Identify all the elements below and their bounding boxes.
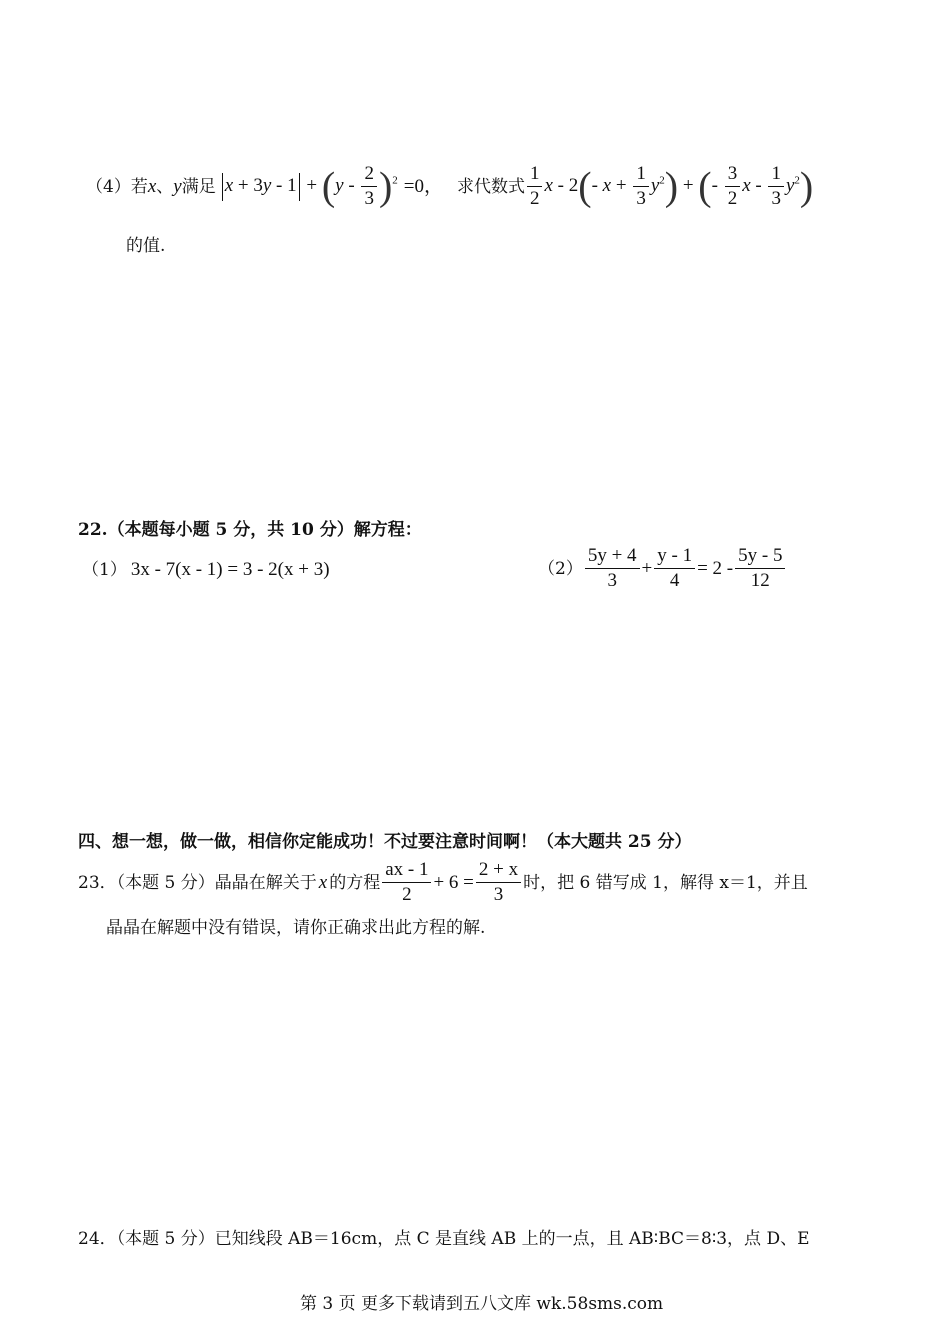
q23-line1 <box>78 858 808 907</box>
q22-part1-equation: 3x - 7(x - 1) = 3 - 2(x + 3) <box>130 559 330 580</box>
condition-expression: x + 3y - 1 + (y - $\frac{2}{3}$ )$^2$ <box>220 162 398 211</box>
q22-part2-label: （2） <box>538 558 583 579</box>
algebraic-expression: $\frac{1}{2}$ x - 2(- x + $\frac{1}{3}$ $y^2$) + (- $\frac{3}{2}$ x - $\frac{1}{3}$ $y^2$) <box>525 162 813 211</box>
satisfy-text: 满足 <box>181 176 216 197</box>
q23-line2: 晶晶在解题中没有错误，请你正确求出此方程的解. <box>106 918 486 938</box>
q23-lead2: 的方程 <box>329 872 381 893</box>
q24-text: 24．（本题 5 分）已知线段 AB＝16cm，点 C 是直线 AB 上的一点，且 AB∶BC＝8∶3，点 D、E <box>78 1229 810 1249</box>
q23-lead: 23．（本题 5 分）晶晶在解关于 <box>78 872 317 893</box>
var-x: x <box>147 175 157 197</box>
page-footer: 第 3 页 更多下载请到五八文库 wk.58sms.com <box>300 1294 664 1314</box>
condition-equals: =0， <box>403 175 443 197</box>
q23-var: x <box>318 871 328 893</box>
q21-part4-line1 <box>86 162 813 211</box>
q21-label: （4）若 <box>86 176 148 197</box>
separator: 、 <box>156 176 174 197</box>
q22-heading: 22.（本题每小题 5 分，共 10 分）解方程： <box>78 520 422 540</box>
ask-text: 求代数式 <box>456 176 525 197</box>
q22-part1-label: （1） <box>82 560 127 580</box>
q22-part2 <box>538 544 787 593</box>
q23-equation: $\frac{ax - 1}{2}$ + 6 = $\frac{2 + x}{3}$ <box>380 858 523 907</box>
q22-part2-equation: $\frac{5y + 4}{3}$ + $\frac{y - 1}{4}$ = 2 - $\frac{5y - 5}{12}$ <box>583 544 788 593</box>
section4-heading: 四、想一想，做一做，相信你定能成功！不过要注意时间啊！（本大题共 25 分） <box>78 832 692 852</box>
q23-tail: 时，把 6 错写成 1，解得 x＝1，并且 <box>523 872 808 893</box>
var-y: y <box>173 175 182 197</box>
q21-part4-tail: 的值. <box>126 236 166 256</box>
q22-part1 <box>82 558 330 582</box>
